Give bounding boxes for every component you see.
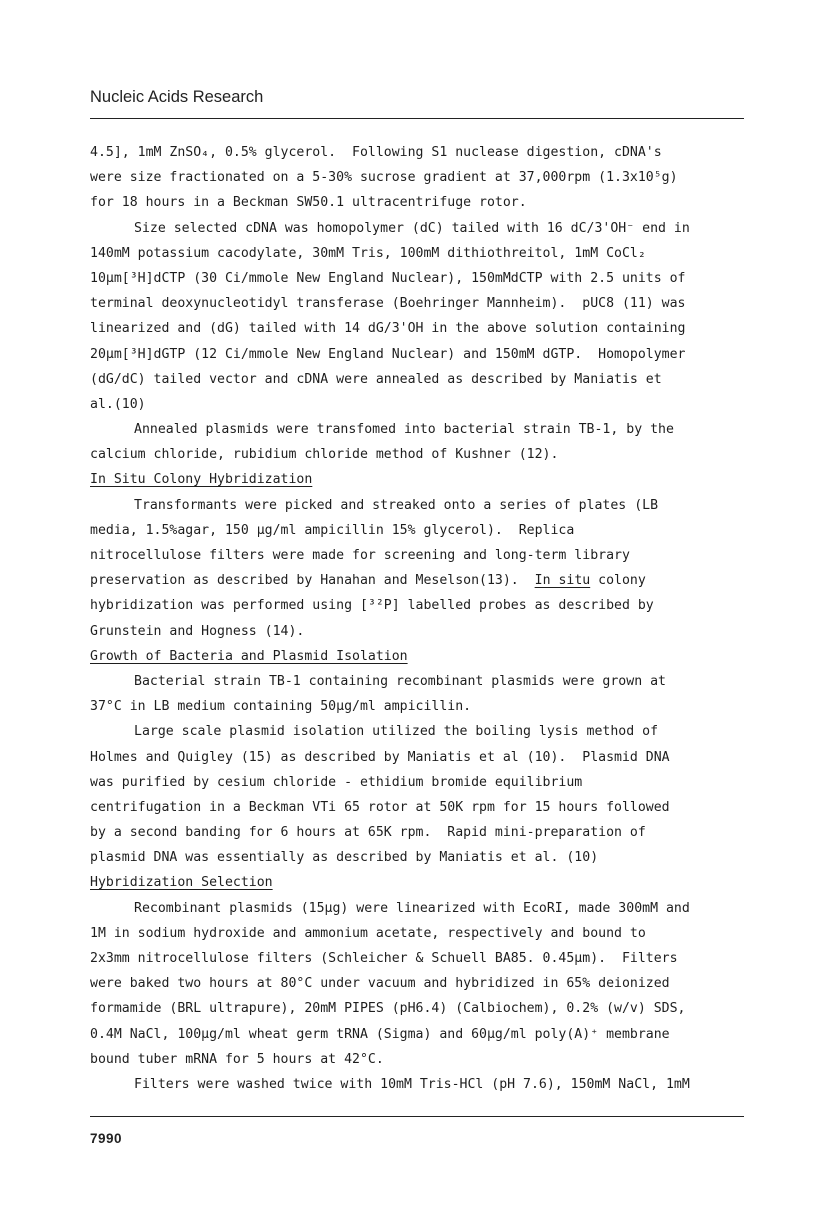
text-line: Recombinant plasmids (15µg) were linearized with EcoRI, made 300mM and <box>134 900 690 916</box>
text-line: 2x3mm nitrocellulose filters (Schleicher & Schuell BA85. 0.45µm). Filters <box>90 951 678 966</box>
text-line: terminal deoxynucleotidyl transferase (Boehringer Mannheim). pUC8 (11) was <box>90 296 686 312</box>
text-line: bound tuber mRNA for 5 hours at 42°C. <box>90 1051 384 1067</box>
body-text <box>90 140 750 1097</box>
text-line: Transformants were picked and streaked onto a series of plates (LB <box>134 497 659 513</box>
section-heading <box>90 644 750 669</box>
text-line: Holmes and Quigley (15) as described by Maniatis et al (10). Plasmid DNA <box>90 749 670 765</box>
page-number: 7990 <box>90 1131 123 1146</box>
text-line: Annealed plasmids were transfomed into bacterial strain TB-1, by the <box>134 422 674 438</box>
text-line: 4.5], 1mM ZnSO₄, 0.5% glycerol. Following S1 nuclease digestion, cDNA's <box>90 145 662 160</box>
text-line: linearized and (dG) tailed with 14 dG/3'OH in the above solution containing <box>90 321 686 337</box>
footer-rule <box>90 1116 744 1117</box>
text-line: centrifugation in a Beckman VTi 65 rotor at 50K rpm for 15 hours followed <box>90 799 670 815</box>
underlined-term: In situ <box>534 573 591 589</box>
journal-header: Nucleic Acids Research <box>90 88 264 106</box>
text-line: for 18 hours in a Beckman SW50.1 ultracentrifuge rotor. <box>90 195 527 211</box>
text-line: 10µm[³H]dCTP (30 Ci/mmole New England Nuclear), 150mMdCTP with 2.5 units of <box>90 270 686 286</box>
section-heading <box>90 467 750 492</box>
text-segment: colony <box>590 573 646 589</box>
text-line: nitrocellulose filters were made for screening and long-term library <box>90 548 630 563</box>
text-line: Large scale plasmid isolation utilized the boiling lysis method of <box>134 724 659 740</box>
text-line: Filters were washed twice with 10mM Tris-HCl (pH 7.6), 150mM NaCl, 1mM <box>134 1076 690 1092</box>
header-rule <box>90 118 744 119</box>
text-line: al.(10) <box>90 396 146 412</box>
section-heading-text: Growth of Bacteria and Plasmid Isolation <box>90 648 408 664</box>
text-line: by a second banding for 6 hours at 65K rpm. Rapid mini-preparation of <box>90 825 646 841</box>
text-line: Grunstein and Hogness (14). <box>90 623 305 639</box>
section-heading-text: Hybridization Selection <box>90 875 273 891</box>
text-line: calcium chloride, rubidium chloride method of Kushner (12). <box>90 447 559 463</box>
text-line: 37°C in LB medium containing 50µg/ml ampicillin. <box>90 699 472 715</box>
text-line <box>90 568 750 593</box>
text-line: (dG/dC) tailed vector and cDNA were annealed as described by Maniatis et <box>90 371 662 387</box>
text-line: 1M in sodium hydroxide and ammonium acetate, respectively and bound to <box>90 925 646 941</box>
text-segment: preservation as described by Hanahan and Meselson(13). <box>90 573 535 589</box>
text-line: formamide (BRL ultrapure), 20mM PIPES (pH6.4) (Calbiochem), 0.2% (w/v) SDS, <box>90 1001 686 1017</box>
section-heading-text: In Situ Colony Hybridization <box>90 472 313 488</box>
text-line: 0.4M NaCl, 100µg/ml wheat germ tRNA (Sigma) and 60µg/ml poly(A)⁺ membrane <box>90 1026 670 1042</box>
text-line: Bacterial strain TB-1 containing recombinant plasmids were grown at <box>134 673 666 689</box>
text-line: were baked two hours at 80°C under vacuum and hybridized in 65% deionized <box>90 976 670 992</box>
text-line: media, 1.5%agar, 150 µg/ml ampicillin 15% glycerol). Replica <box>90 522 575 538</box>
text-line: 140mM potassium cacodylate, 30mM Tris, 100mM dithiothreitol, 1mM CoCl₂ <box>90 245 646 261</box>
text-line: plasmid DNA was essentially as described by Maniatis et al. (10) <box>90 850 599 866</box>
text-line: hybridization was performed using [³²P] labelled probes as described by <box>90 598 654 614</box>
text-line: were size fractionated on a 5-30% sucrose gradient at 37,000rpm (1.3x10⁵g) <box>90 170 678 186</box>
section-heading <box>90 870 750 895</box>
text-line: was purified by cesium chloride - ethidium bromide equilibrium <box>90 774 583 790</box>
text-line: 20µm[³H]dGTP (12 Ci/mmole New England Nuclear) and 150mM dGTP. Homopolymer <box>90 346 686 362</box>
text-line: Size selected cDNA was homopolymer (dC) tailed with 16 dC/3'OH⁻ end in <box>134 220 690 236</box>
